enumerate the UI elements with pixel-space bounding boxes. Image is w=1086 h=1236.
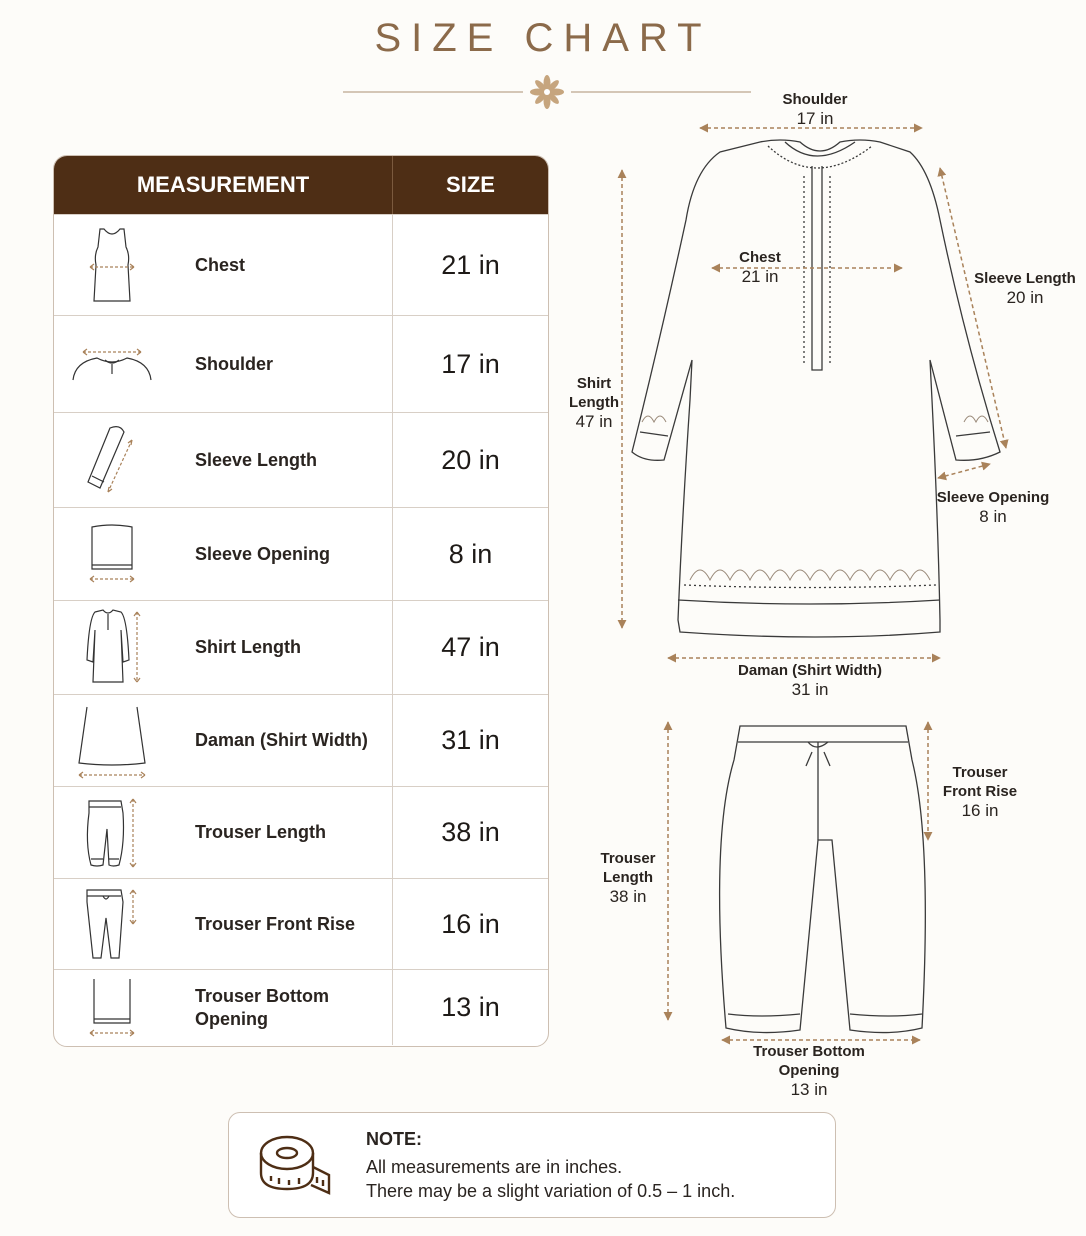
label-daman [730,661,890,699]
label-text: Length [569,394,619,411]
label-text: Shirt [576,375,612,392]
row-name: Trouser Bottom Opening [170,970,393,1045]
label-trouser-front-rise [934,763,1026,820]
row-name: Sleeve Opening [170,508,393,600]
label-text: Sleeve Length [974,270,1076,287]
sleeve-opening-icon [54,508,170,600]
table-row [54,315,548,412]
page-title: SIZE CHART [374,16,712,60]
label-shoulder [760,90,870,128]
label-value: 20 in [1006,288,1044,307]
row-name: Trouser Length [170,787,393,878]
label-shirt-length [564,374,624,431]
shoulder-icon [54,316,170,412]
measuring-tape-icon [257,1131,333,1203]
row-size: 31 in [441,725,500,755]
trouser-bottom-opening-icon [54,970,170,1045]
trouser-length-icon [54,787,170,878]
row-size: 20 in [441,444,500,475]
row-name: Shirt Length [170,601,393,694]
row-name: Sleeve Length [170,413,393,507]
table-header [54,156,548,214]
table-row [54,878,548,969]
row-size: 8 in [448,538,493,569]
note-line-1: All measurements are in inches. [366,1157,623,1177]
row-size: 13 in [441,992,500,1022]
label-value: 17 in [796,109,834,128]
label-trouser-length [594,849,662,906]
chest-icon [54,215,170,315]
row-name: Daman (Shirt Width) [170,695,393,786]
label-text: Trouser [600,850,656,867]
label-text: Chest [739,249,781,266]
label-value: 21 in [741,267,779,286]
label-sleeve-length [970,269,1080,307]
note-title: NOTE: [366,1129,422,1149]
label-sleeve-opening [932,488,1054,526]
label-text: Length [603,869,653,886]
row-name: Chest [170,215,393,315]
table-row [54,786,548,878]
shirt-length-icon [54,601,170,694]
header-measurement: MEASUREMENT [54,156,393,214]
note-line-2: There may be a slight variation of 0.5 – 1 inch. [366,1181,736,1201]
row-size: 21 in [441,249,500,280]
table-row [54,214,548,315]
garment-illustration [560,80,1080,1110]
label-text: Front Rise [942,783,1018,800]
daman-icon [54,695,170,786]
label-value: 31 in [791,680,829,699]
table-row [54,694,548,786]
row-name: Shoulder [170,316,393,412]
label-chest [720,248,800,286]
row-size: 16 in [441,908,500,939]
trouser-front-rise-icon [54,879,170,969]
table-row [54,969,548,1045]
label-value: 13 in [790,1080,828,1099]
measurement-table [53,155,549,1047]
header-size: SIZE [446,172,495,197]
label-text: Trouser [952,764,1008,781]
label-text: Sleeve Opening [936,489,1050,506]
table-row [54,507,548,600]
label-text: Shoulder [782,91,848,108]
label-value: 16 in [961,801,999,820]
row-size: 17 in [441,348,500,379]
row-size: 47 in [441,632,500,662]
label-trouser-bottom [744,1042,874,1099]
label-text: Trouser Bottom [753,1043,865,1060]
kurta-icon [632,140,1000,637]
note-box [228,1112,836,1218]
table-row [54,600,548,694]
sleeve-length-icon [54,413,170,507]
row-size: 38 in [441,817,500,847]
row-name: Trouser Front Rise [170,879,393,969]
label-value: 8 in [979,507,1007,526]
label-value: 47 in [575,412,613,431]
label-text: Daman (Shirt Width) [737,662,883,679]
label-text: Opening [778,1062,840,1079]
label-value: 38 in [609,887,647,906]
table-row [54,412,548,507]
trouser-icon [720,726,926,1033]
garment-diagram [560,80,1080,1110]
